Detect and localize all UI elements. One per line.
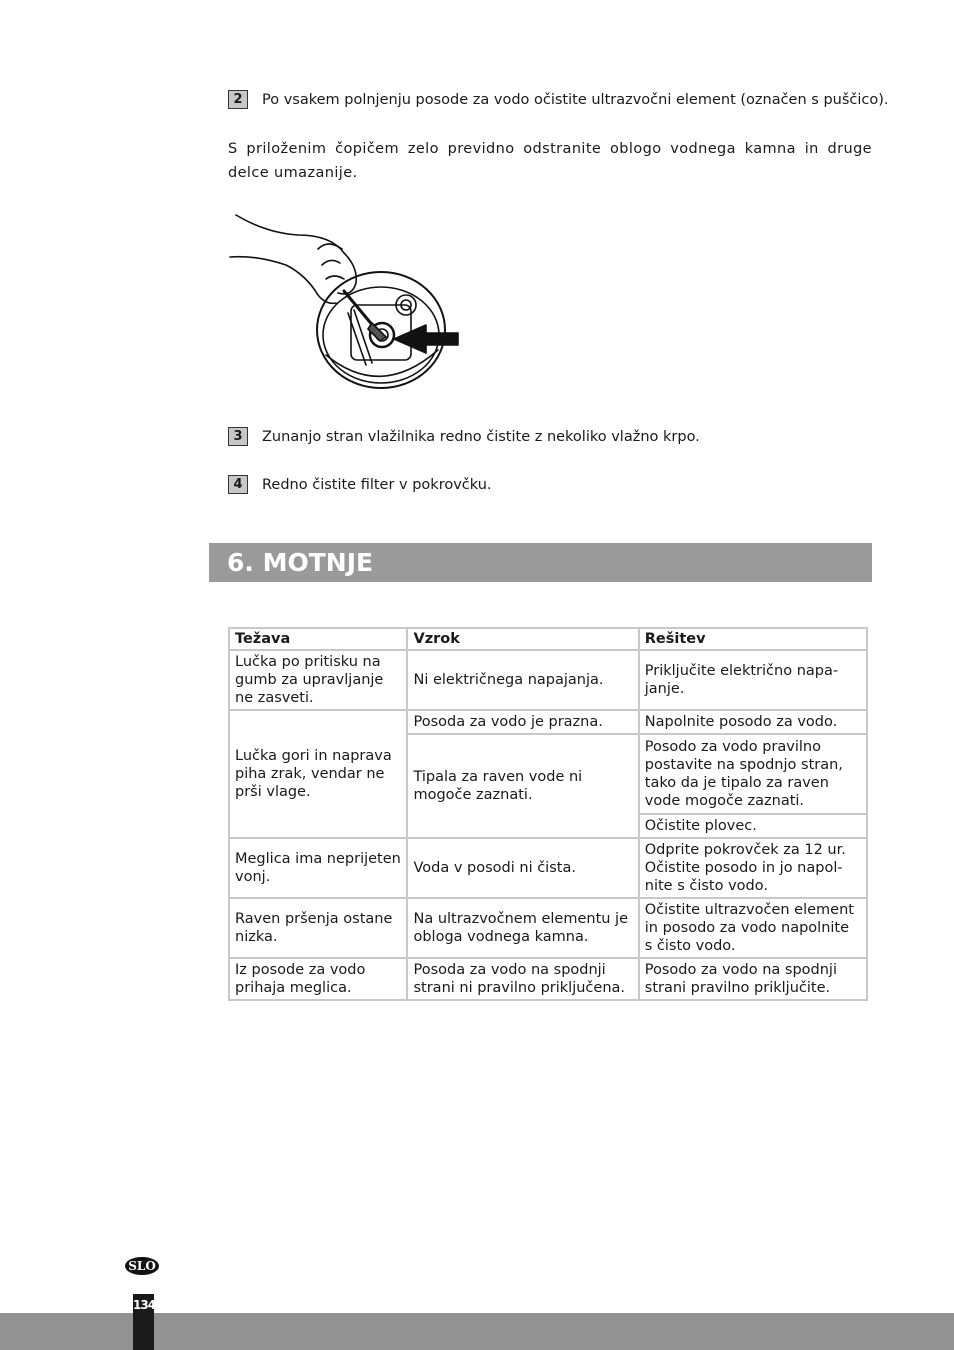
table-row xyxy=(229,710,867,734)
solution-cell: Posodo za vodo na spodnji strani pravilno priključite. xyxy=(639,958,867,1000)
cause-cell: Posoda za vodo je prazna. xyxy=(407,710,638,734)
step-2 xyxy=(228,90,889,109)
step-text: Zunanjo stran vlažilnika redno čistite z nekoliko vlažno krpo. xyxy=(262,428,700,445)
problem-cell: Lučka po pritisku na gumb za upravljanje ne zasveti. xyxy=(229,650,407,710)
cause-cell: Posoda za vodo na spodnji strani ni pravilno priključena. xyxy=(407,958,638,1000)
table-header-row xyxy=(229,628,867,650)
cause-cell: Tipala za raven vode ni mogoče zaznati. xyxy=(407,734,638,838)
problem-cell: Raven pršenja ostane nizka. xyxy=(229,898,407,958)
solution-cell: Priključite električno napa-janje. xyxy=(639,650,867,710)
step-text: Redno čistite filter v pokrovčku. xyxy=(262,476,492,493)
column-header-cause: Vzrok xyxy=(407,628,638,650)
table-row xyxy=(229,838,867,898)
column-header-solution: Rešitev xyxy=(639,628,867,650)
column-header-problem: Težava xyxy=(229,628,407,650)
solution-cell: Odprite pokrovček za 12 ur. Očistite posodo in jo napol-nite s čisto vodo. xyxy=(639,838,867,898)
cause-cell: Ni električnega napajanja. xyxy=(407,650,638,710)
brush-instruction-paragraph: S priloženim čopičem zelo previdno odstranite oblogo vodnega kamna in druge delce umazanije. xyxy=(228,141,872,181)
step-3 xyxy=(228,427,700,446)
language-badge: SLO xyxy=(125,1257,159,1275)
troubleshooting-table xyxy=(228,627,868,1001)
table-row xyxy=(229,650,867,710)
cleaning-illustration xyxy=(226,205,466,400)
problem-cell: Meglica ima neprijeten vonj. xyxy=(229,838,407,898)
solution-cell: Očistite plovec. xyxy=(639,814,867,838)
problem-cell: Iz posode za vodo prihaja meglica. xyxy=(229,958,407,1000)
step-text: Po vsakem polnjenju posode za vodo očistite ultrazvočni element (označen s puščico). xyxy=(262,91,889,108)
table-row xyxy=(229,898,867,958)
cause-cell: Voda v posodi ni čista. xyxy=(407,838,638,898)
problem-cell: Lučka gori in naprava piha zrak, vendar ne prši vlage. xyxy=(229,710,407,838)
step-number-badge: 4 xyxy=(228,475,248,494)
table-row xyxy=(229,958,867,1000)
page-number: 134 xyxy=(133,1298,156,1312)
solution-cell: Posodo za vodo pravilno postavite na spodnjo stran, tako da je tipalo za raven vode mogoče zaznati. xyxy=(639,734,867,814)
section-title: 6. MOTNJE xyxy=(209,543,872,582)
solution-cell: Napolnite posodo za vodo. xyxy=(639,710,867,734)
step-4 xyxy=(228,475,492,494)
step-number-badge: 2 xyxy=(228,90,248,109)
step-number-badge: 3 xyxy=(228,427,248,446)
cause-cell: Na ultrazvočnem elementu je obloga vodnega kamna. xyxy=(407,898,638,958)
solution-cell: Očistite ultrazvočen element in posodo za vodo napolnite s čisto vodo. xyxy=(639,898,867,958)
